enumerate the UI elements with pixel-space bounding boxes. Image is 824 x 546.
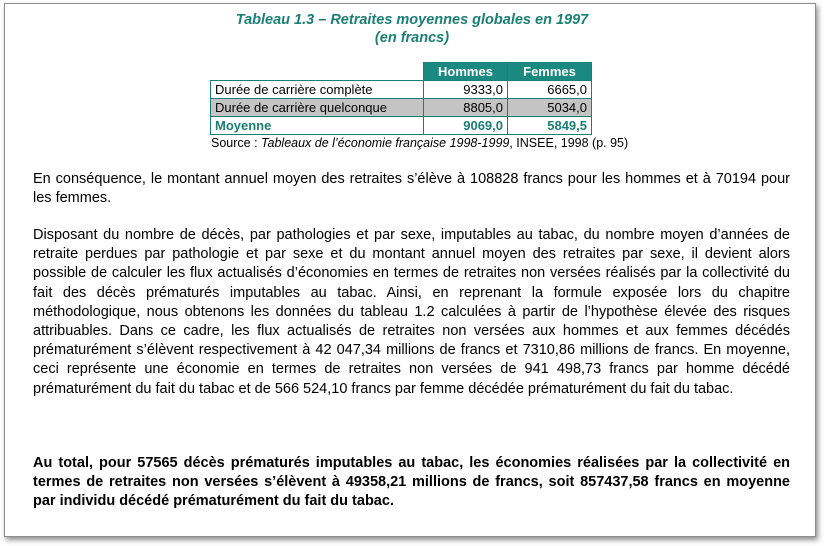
source-rest: , INSEE, 1998 (p. 95) <box>509 136 629 150</box>
cell-hommes: 9069,0 <box>424 117 508 135</box>
paragraph-conclusion: Au total, pour 57565 décès prématurés imputables au tabac, les économies réalisées par la collectivité en termes de retraites non versées s’élèvent à 49358,21 millions de francs, soit 857437,58 francs en moyenne par individu décédé prématurément du fait du tabac. <box>33 455 790 510</box>
table-row-average <box>211 117 592 135</box>
cell-femmes: 5034,0 <box>508 99 592 117</box>
header-femmes: Femmes <box>508 63 592 81</box>
header-hommes: Hommes <box>424 63 508 81</box>
table-source <box>211 136 628 150</box>
table-header-row <box>211 63 592 81</box>
table-row <box>211 99 592 117</box>
cell-hommes: 8805,0 <box>424 99 508 117</box>
retirement-table <box>210 62 592 135</box>
source-title: Tableaux de l’économie française 1998-1999 <box>261 136 510 150</box>
cell-hommes: 9333,0 <box>424 81 508 99</box>
row-label: Durée de carrière quelconque <box>211 99 424 117</box>
row-label: Durée de carrière complète <box>211 81 424 99</box>
table-subtitle: (en francs) <box>374 30 450 46</box>
cell-femmes: 6665,0 <box>508 81 592 99</box>
header-blank <box>211 63 424 81</box>
paragraph-1: En conséquence, le montant annuel moyen des retraites s’élève à 108828 francs pour les hommes et à 70194 pour les femmes. <box>33 171 790 207</box>
table-row <box>211 81 592 99</box>
table-title: Tableau 1.3 – Retraites moyennes globales en 1997 <box>235 12 589 28</box>
source-prefix: Source : <box>211 136 262 150</box>
row-label: Moyenne <box>211 117 424 135</box>
cell-femmes: 5849,5 <box>508 117 592 135</box>
paragraph-2: Disposant du nombre de décès, par pathologies et par sexe, imputables au tabac, du nombre moyen d’années de retraite perdues par pathologie et par sexe et du montant annuel moyen des retraites par sexe, il devient alors possible de calculer les flux actualisés d’économies en termes de retraites non versées réalisés par la collectivité du fait des décès prématurés imputables au tabac. Ainsi, en reprenant la formule exposée lors du chapitre méthodologique, nous obtenons les données du tableau 1.2 calculées à partir de l’hypothèse élevée des risques attribuables. Dans ce cadre, les flux actualisés de retraites non versées aux hommes et aux femmes décédés prématurément s’élèvent respectivement à 42 047,34 millions de francs et 7310,86 millions de francs. En moyenne, ceci représente une économie en termes de retraites non versées de 941 498,73 francs par homme décédé prématurément du fait du tabac et de 566 524,10 francs par femme décédée prématurément du fait du tabac. <box>33 227 790 397</box>
